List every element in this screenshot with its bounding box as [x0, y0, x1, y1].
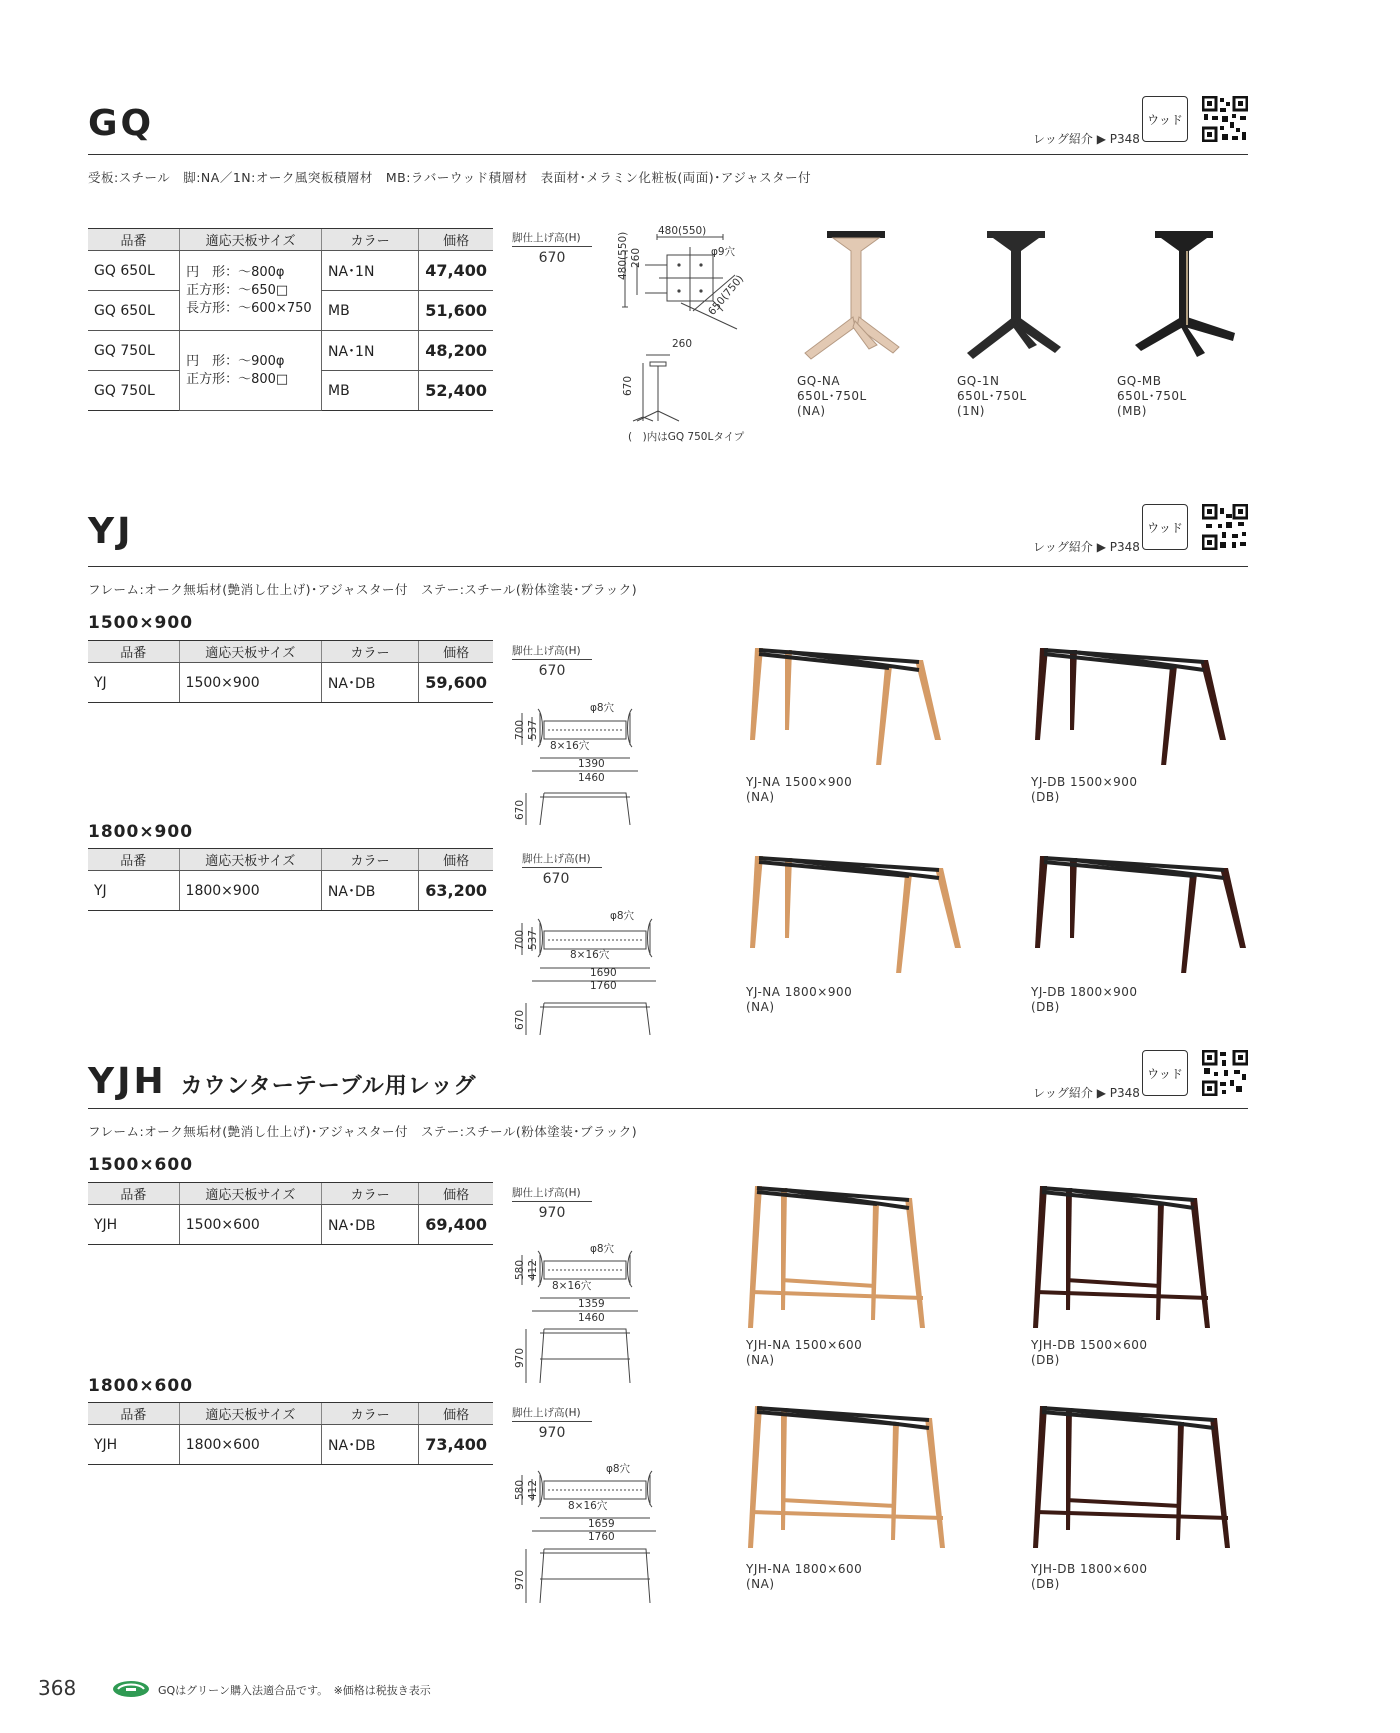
color: MB	[321, 291, 418, 331]
size-title-yjh-1500: 1500×600	[88, 1155, 194, 1175]
footer-note: GQはグリーン購入法適合品です。 ※価格は税抜き表示	[158, 1684, 431, 1697]
photo-caption: YJ-NA 1500×900 (NA)	[746, 775, 853, 804]
yjh-db-1800-photo	[1030, 1400, 1250, 1550]
top-size: 1800×900	[179, 871, 321, 911]
column-header-price: 価格	[419, 1403, 493, 1425]
green-mark-icon	[112, 1680, 150, 1698]
column-header-code: 品番	[88, 849, 179, 871]
color: MB	[321, 371, 418, 411]
top-size: 1500×900	[179, 663, 321, 703]
dim-depth-inner: 537	[527, 719, 539, 740]
dim-height: 670	[514, 799, 526, 820]
product-code: YJ	[88, 871, 179, 911]
product-code: GQ 650L	[88, 251, 180, 291]
dim-hole: φ8穴	[590, 702, 615, 714]
wood-badge-yjh: ウッド	[1142, 1050, 1188, 1096]
price: 52,400	[419, 371, 493, 411]
dim-slot: 8×16穴	[568, 1500, 608, 1512]
column-header-price: 価格	[419, 229, 493, 251]
height-label: 脚仕上げ高(H)	[512, 1185, 592, 1202]
dim-height: 970	[514, 1347, 526, 1368]
size-title-yj-1800: 1800×900	[88, 822, 194, 842]
dim-width-inner: 1390	[578, 758, 605, 770]
price: 73,400	[419, 1425, 493, 1465]
photo-caption: YJH-DB 1500×600 (DB)	[1031, 1338, 1148, 1367]
yj-na-1800-photo	[745, 848, 975, 973]
product-code: GQ 750L	[88, 371, 180, 411]
dim-height: 670	[514, 1009, 526, 1030]
top-size: 1800×600	[179, 1425, 321, 1465]
table-row	[88, 663, 493, 703]
size-title-yj-1500: 1500×900	[88, 613, 194, 633]
photo-caption: YJ-NA 1800×900 (NA)	[746, 985, 853, 1014]
column-header-size: 適応天板サイズ	[179, 1183, 321, 1205]
yjh-db-1500-photo	[1030, 1180, 1230, 1330]
height-label: 脚仕上げ高(H)	[512, 1405, 592, 1422]
photo-caption: YJH-NA 1500×600 (NA)	[746, 1338, 863, 1367]
photo-caption: YJH-DB 1800×600 (DB)	[1031, 1562, 1148, 1591]
column-header-code: 品番	[88, 1183, 179, 1205]
column-header-code: 品番	[88, 641, 179, 663]
product-code: YJH	[88, 1205, 179, 1245]
column-header-color: カラー	[321, 641, 418, 663]
section-rule-gq	[88, 154, 1248, 155]
column-header-color: カラー	[321, 229, 418, 251]
yj-na-1500-photo	[745, 640, 955, 765]
column-header-size: 適応天板サイズ	[179, 849, 321, 871]
dim-slot: 8×16穴	[552, 1280, 592, 1292]
column-header-code: 品番	[88, 1403, 179, 1425]
dim-gq-hole: φ9穴	[711, 246, 736, 258]
height-value: 670	[538, 663, 566, 679]
wood-badge-gq: ウッド	[1142, 96, 1188, 142]
column-header-size: 適応天板サイズ	[180, 229, 322, 251]
dim-gq-left: 480(550)	[617, 231, 629, 280]
dim-depth: 580	[514, 1479, 526, 1500]
color: NA･DB	[322, 1425, 419, 1465]
column-header-size: 適応天板サイズ	[179, 641, 321, 663]
dim-width-inner: 1659	[588, 1518, 615, 1530]
top-size-650: 円 形：～800φ 正方形：～650□ 長方形：～600×750	[180, 251, 322, 331]
leg-reference-yj[interactable]: レッグ紹介 ▶ P348	[1033, 540, 1140, 554]
column-header-price: 価格	[419, 1183, 493, 1205]
dim-gq-inner: 260	[630, 247, 642, 268]
dim-depth-inner: 412	[527, 1479, 539, 1500]
table-row	[88, 251, 493, 291]
color: NA･DB	[322, 1205, 419, 1245]
column-header-color: カラー	[322, 1183, 419, 1205]
dim-gq-height: 670	[622, 375, 634, 396]
height-value: 670	[542, 871, 570, 887]
dim-width-outer: 1760	[588, 1531, 615, 1543]
leg-reference-gq[interactable]: レッグ紹介 ▶ P348	[1033, 132, 1140, 146]
color: NA･DB	[321, 871, 418, 911]
table-row	[88, 1425, 493, 1465]
column-header-color: カラー	[322, 1403, 419, 1425]
description-yj: フレーム:オーク無垢材(艶消し仕上げ)･アジャスター付 ステー:スチール(粉体塗装･ブラック)	[88, 582, 638, 597]
column-header-color: カラー	[321, 849, 418, 871]
height-label: 脚仕上げ高(H)	[522, 851, 602, 868]
dim-hole: φ8穴	[590, 1243, 615, 1255]
dim-hole: φ8穴	[606, 1463, 631, 1475]
product-code: YJ	[88, 663, 179, 703]
wood-badge-yj: ウッド	[1142, 504, 1188, 550]
dim-width-inner: 1690	[590, 967, 617, 979]
description-yjh: フレーム:オーク無垢材(艶消し仕上げ)･アジャスター付 ステー:スチール(粉体塗装･ブラック)	[88, 1124, 638, 1139]
spec-table-yj-1500	[88, 640, 493, 703]
yjh-na-1500-photo	[745, 1180, 945, 1330]
photo-caption: GQ-NA 650L･750L (NA)	[797, 374, 867, 418]
height-value-gq: 670	[538, 250, 566, 266]
leg-reference-yjh[interactable]: レッグ紹介 ▶ P348	[1033, 1086, 1140, 1100]
dim-slot: 8×16穴	[570, 949, 610, 961]
spec-table-yjh-1800	[88, 1402, 493, 1465]
color: NA･1N	[321, 251, 418, 291]
dim-height: 970	[514, 1569, 526, 1590]
section-title-yj: YJ	[88, 511, 134, 552]
dim-gq-note: ( )内はGQ 750Lタイプ	[628, 431, 745, 443]
color: NA･DB	[321, 663, 418, 703]
price: 63,200	[419, 871, 493, 911]
section-title-yjh: YJH カウンターテーブル用レッグ	[88, 1061, 477, 1102]
spec-table-gq	[88, 228, 493, 411]
photo-caption: YJ-DB 1800×900 (DB)	[1031, 985, 1138, 1014]
dim-hole: φ8穴	[610, 910, 635, 922]
price: 48,200	[419, 331, 493, 371]
yj-db-1800-photo	[1030, 848, 1260, 973]
price: 47,400	[419, 251, 493, 291]
qr-code-icon[interactable]	[1202, 96, 1248, 142]
product-code: GQ 650L	[88, 291, 180, 331]
dim-gq-diag: 650(750)	[706, 273, 747, 318]
yj-1800-dimension-drawing	[510, 905, 660, 1040]
dim-depth: 580	[514, 1259, 526, 1280]
dim-width-outer: 1460	[578, 1312, 605, 1324]
photo-caption: GQ-MB 650L･750L (MB)	[1117, 374, 1187, 418]
top-size: 1500×600	[179, 1205, 321, 1245]
dim-width-outer: 1460	[578, 772, 605, 784]
photo-caption: GQ-1N 650L･750L (1N)	[957, 374, 1027, 418]
yj-db-1500-photo	[1030, 640, 1240, 765]
yjh-na-1800-photo	[745, 1400, 965, 1550]
table-row	[88, 871, 493, 911]
spec-table-yjh-1500	[88, 1182, 493, 1245]
page-number: 368	[38, 1676, 77, 1700]
description-gq: 受板:スチール 脚:NA／1N:オーク風突板積層材 MB:ラバーウッド積層材 表面材･メラミン化粧板(両面)･アジャスター付	[88, 170, 812, 185]
dim-gq-top: 480(550)	[658, 225, 707, 237]
dim-slot: 8×16穴	[550, 740, 590, 752]
price: 51,600	[419, 291, 493, 331]
height-value: 970	[538, 1425, 566, 1441]
section-title-gq: GQ	[88, 103, 155, 144]
top-size-750: 円 形：～900φ 正方形：～800□	[180, 331, 322, 411]
qr-code-icon[interactable]	[1202, 1050, 1248, 1096]
price: 69,400	[419, 1205, 493, 1245]
color: NA･1N	[321, 331, 418, 371]
dim-depth: 700	[514, 929, 526, 950]
column-header-code: 品番	[88, 229, 180, 251]
yj-1500-dimension-drawing	[510, 695, 640, 830]
product-code: YJH	[88, 1425, 179, 1465]
dim-depth-inner: 412	[527, 1259, 539, 1280]
size-title-yjh-1800: 1800×600	[88, 1376, 194, 1396]
gq-mb-leg-photo	[1115, 225, 1255, 365]
height-value: 970	[538, 1205, 566, 1221]
height-label: 脚仕上げ高(H)	[512, 643, 592, 660]
section-rule-yj	[88, 566, 1248, 567]
photo-caption: YJ-DB 1500×900 (DB)	[1031, 775, 1138, 804]
column-header-price: 価格	[419, 849, 493, 871]
dim-width-inner: 1359	[578, 1298, 605, 1310]
height-label-gq: 脚仕上げ高(H)	[512, 230, 592, 247]
dim-width-outer: 1760	[590, 980, 617, 992]
gq-1n-leg-photo	[955, 225, 1085, 365]
column-header-price: 価格	[419, 641, 493, 663]
dim-depth-inner: 537	[527, 929, 539, 950]
price: 59,600	[419, 663, 493, 703]
table-row	[88, 1205, 493, 1245]
photo-caption: YJH-NA 1800×600 (NA)	[746, 1562, 863, 1591]
section-rule-yjh	[88, 1108, 1248, 1109]
gq-na-leg-photo	[795, 225, 925, 365]
column-header-size: 適応天板サイズ	[179, 1403, 321, 1425]
dim-gq-stem: 260	[672, 338, 693, 350]
qr-code-icon[interactable]	[1202, 504, 1248, 550]
table-row	[88, 331, 493, 371]
dim-depth: 700	[514, 719, 526, 740]
product-code: GQ 750L	[88, 331, 180, 371]
spec-table-yj-1800	[88, 848, 493, 911]
section-subtitle-yjh: カウンターテーブル用レッグ	[180, 1074, 477, 1099]
